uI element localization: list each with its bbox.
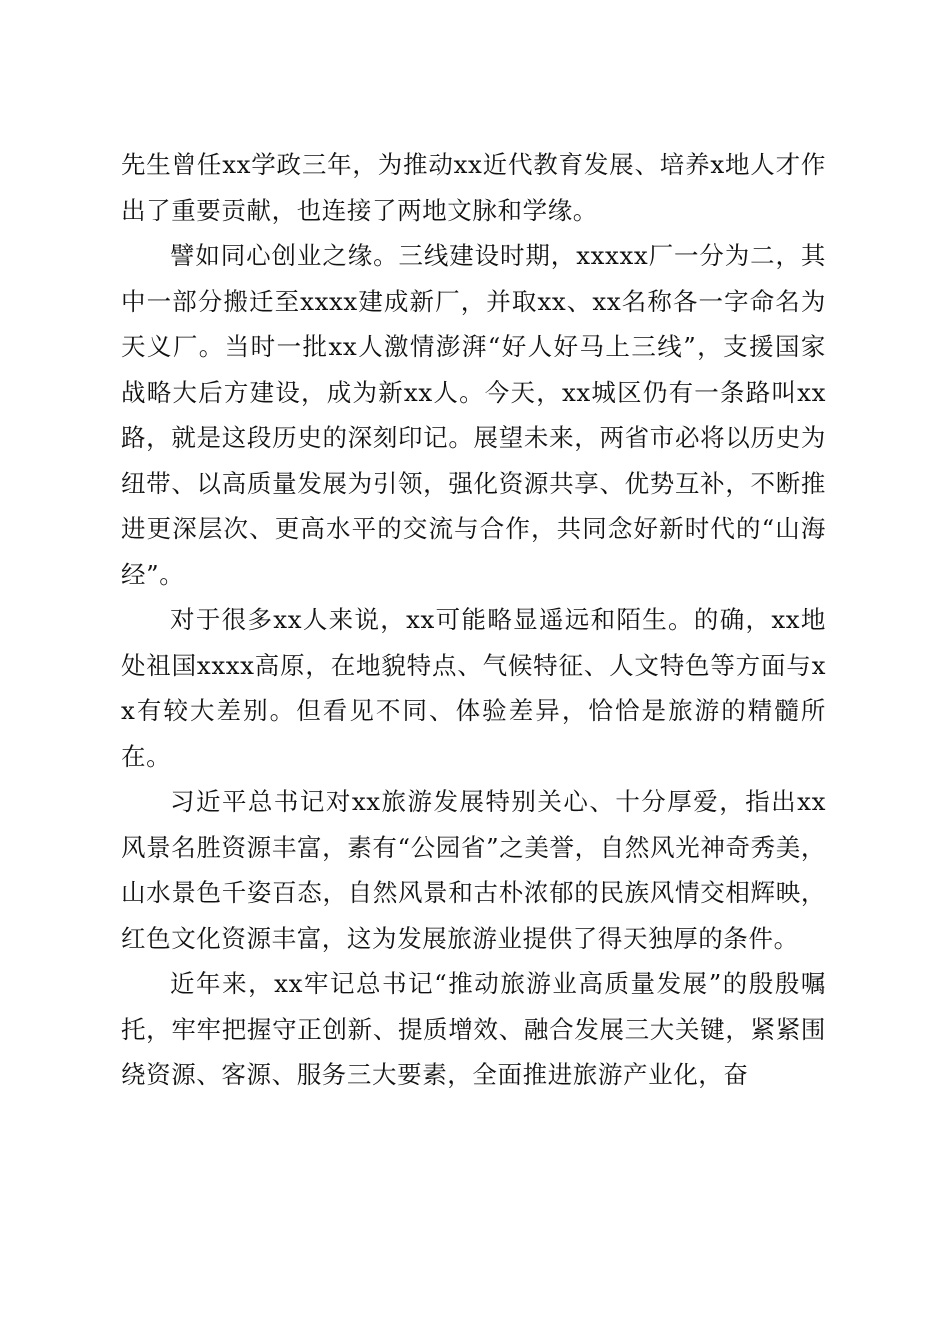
paragraph-3: 对于很多xx人来说，xx可能略显遥远和陌生。的确，xx地处祖国xxxx高原，在地貌特点、气候特征、人文特色等方面与xx有较大差别。但看见不同、体验差异，恰恰是旅游的精髓所在。 (121, 605, 826, 771)
paragraph-2: 譬如同心创业之缘。三线建设时期，xxxxx厂一分为二，其中一部分搬迁至xxxx建成新厂，并取xx、xx名称各一字命名为天义厂。当时一批xx人激情澎湃“好人好马上三线”，支援国家战略大后方建设，成为新xx人。今天，xx城区仍有一条路叫xx路，就是这段历史的深刻印记。展望未来，两省市必将以历史为纽带、以高质量发展为引领，强化资源共享、优势互补，不断推进更深层次、更高水平的交流与合作，共同念好新时代的“山海经”。 (121, 241, 826, 589)
paragraph-4: 习近平总书记对xx旅游发展特别关心、十分厚爱，指出xx风景名胜资源丰富，素有“公园省”之美誉，自然风光神奇秀美，山水景色千姿百态，自然风景和古朴浓郁的民族风情交相辉映，红色文化资源丰富，这为发展旅游业提供了得天独厚的条件。 (121, 787, 826, 953)
body-text (121, 142, 826, 1098)
paragraph-1: 先生曾任xx学政三年，为推动xx近代教育发展、培养x地人才作出了重要贡献，也连接了两地文脉和学缘。 (121, 150, 826, 225)
paragraph-5: 近年来，xx牢记总书记“推动旅游业高质量发展”的殷殷嘱托，牢牢把握守正创新、提质增效、融合发展三大关键，紧紧围绕资源、客源、服务三大要素，全面推进旅游产业化，奋 (121, 969, 826, 1089)
